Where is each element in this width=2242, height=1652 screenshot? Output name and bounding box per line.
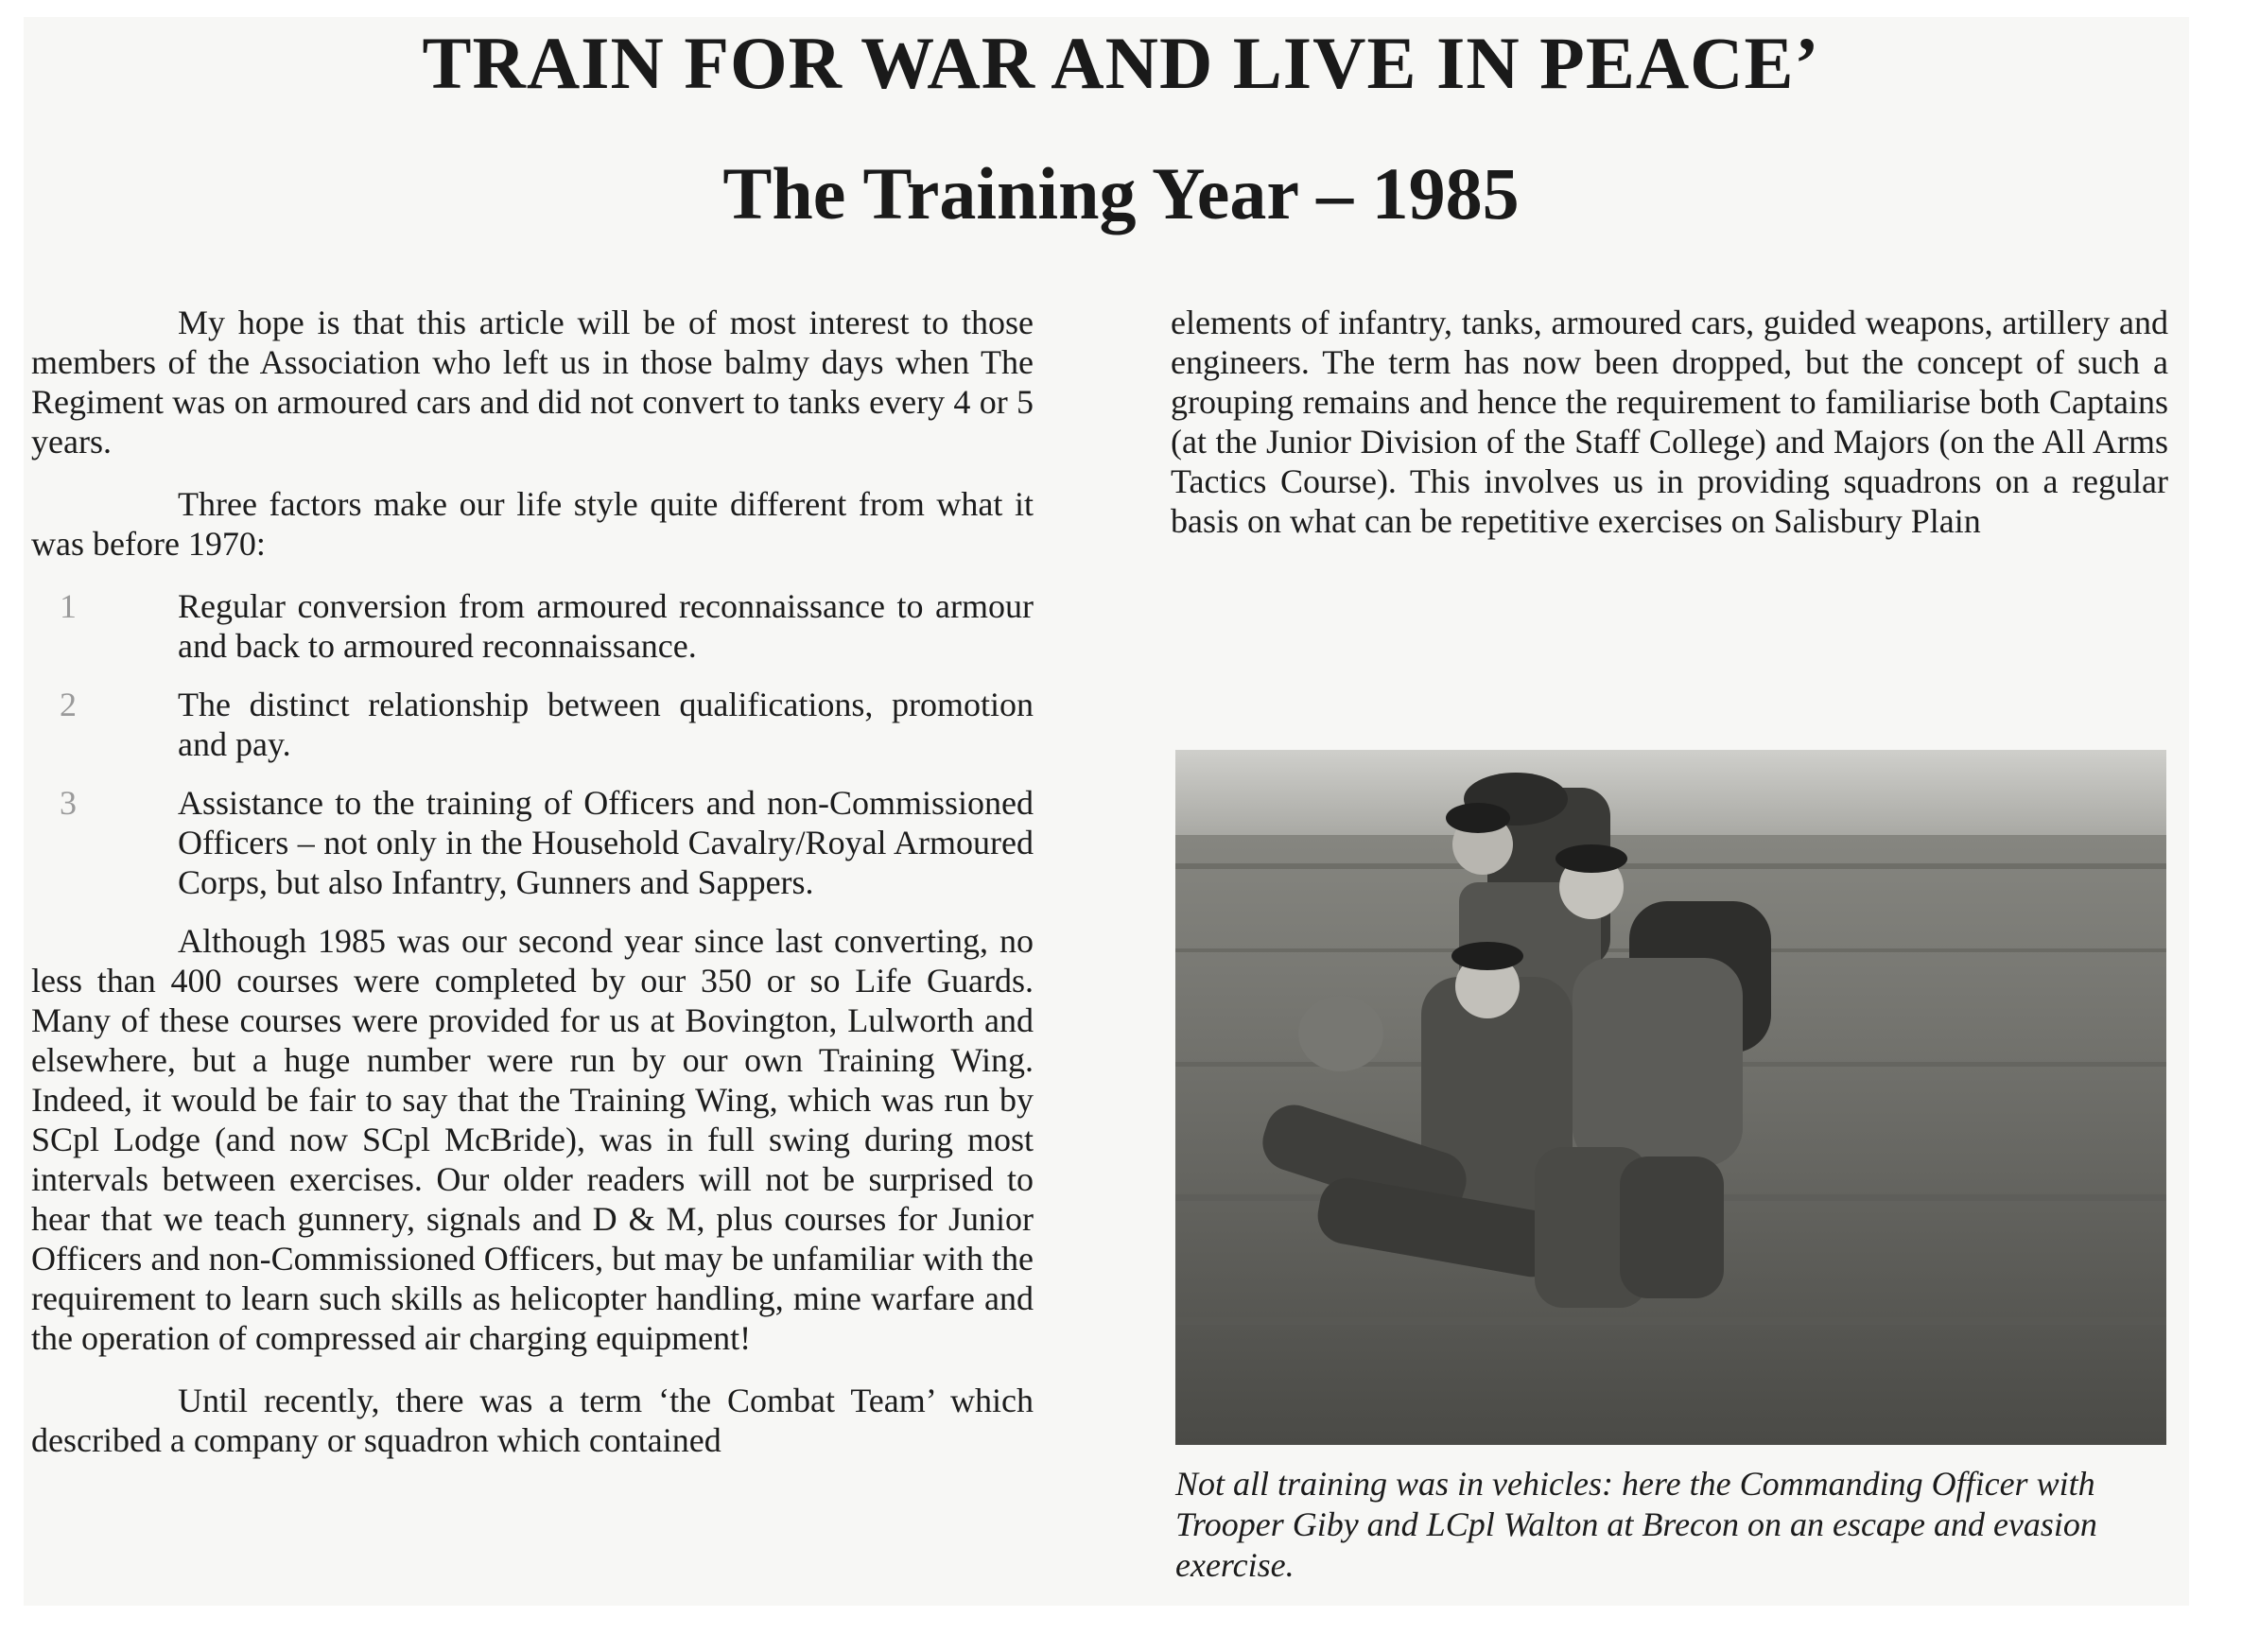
right-column xyxy=(1171,303,2168,564)
article-subtitle: The Training Year – 1985 xyxy=(722,152,1520,235)
paragraph: My hope is that this article will be of most interest to those members of the Association who left us in those balmy days when The Regiment was on armoured cars and did not convert to tanks every 4 or 5 years. xyxy=(31,304,1034,461)
factor-number: 1 xyxy=(60,587,77,625)
factor-item xyxy=(31,586,1034,666)
left-column xyxy=(31,303,1034,1483)
factor-text: Assistance to the training of Officers and non-Commissioned Officers – not only in the Household Cavalry/Royal Armoured Corps, but also Infantry, Gunners and Sappers. xyxy=(178,784,1034,901)
factor-text: The distinct relationship between qualifications, promotion and pay. xyxy=(178,686,1034,763)
factor-number: 2 xyxy=(60,686,77,723)
paragraph: Although 1985 was our second year since last converting, no less than 400 courses were completed by our 350 or so Life Guards. Many of these courses were provided for us at Bovington, Lulworth and elsewhere, but a huge number were run by our own Training Wing. Indeed, it would be fair to say that the Training Wing, which was run by SCpl Lodge (and now SCpl McBride), was in full swing during most intervals between exercises. Our older readers will not be surprised to hear that we teach gunnery, signals and D & M, plus courses for Junior Officers and non-Commissioned Officers, but may be unfamiliar with the requirement to learn such skills as helicopter handling, mine warfare and the operation of compressed air charging equipment! xyxy=(31,922,1034,1357)
factor-text: Regular conversion from armoured reconnaissance to armour and back to armoured reconnaissance. xyxy=(178,587,1034,665)
factor-number: 3 xyxy=(60,784,77,822)
photo-caption: Not all training was in vehicles: here the Commanding Officer with Trooper Giby and LCpl Walton at Brecon on an escape and evasion exercise. xyxy=(1175,1465,2097,1584)
paragraph: Until recently, there was a term ‘the Combat Team’ which described a company or squadron which contained xyxy=(31,1382,1034,1459)
sky xyxy=(1175,750,2166,835)
paragraph: Three factors make our life style quite different from what it was before 1970: xyxy=(31,485,1034,563)
factor-item xyxy=(31,783,1034,902)
article-title: TRAIN FOR WAR AND LIVE IN PEACE’ xyxy=(422,22,1820,104)
soldiers-photo xyxy=(1175,750,2166,1445)
paragraph: elements of infantry, tanks, armoured cars, guided weapons, artillery and engineers. The term has now been dropped, but the concept of such a grouping remains and hence the requirement to familiarise both Captains (at the Junior Division of the Staff College) and Majors (on the All Arms Tactics Course). This involves us in providing squadrons on a regular basis on what can be repetitive exercises on Salisbury Plain xyxy=(1171,304,2168,540)
factor-item xyxy=(31,685,1034,764)
photo-illustration xyxy=(1175,750,2166,1445)
